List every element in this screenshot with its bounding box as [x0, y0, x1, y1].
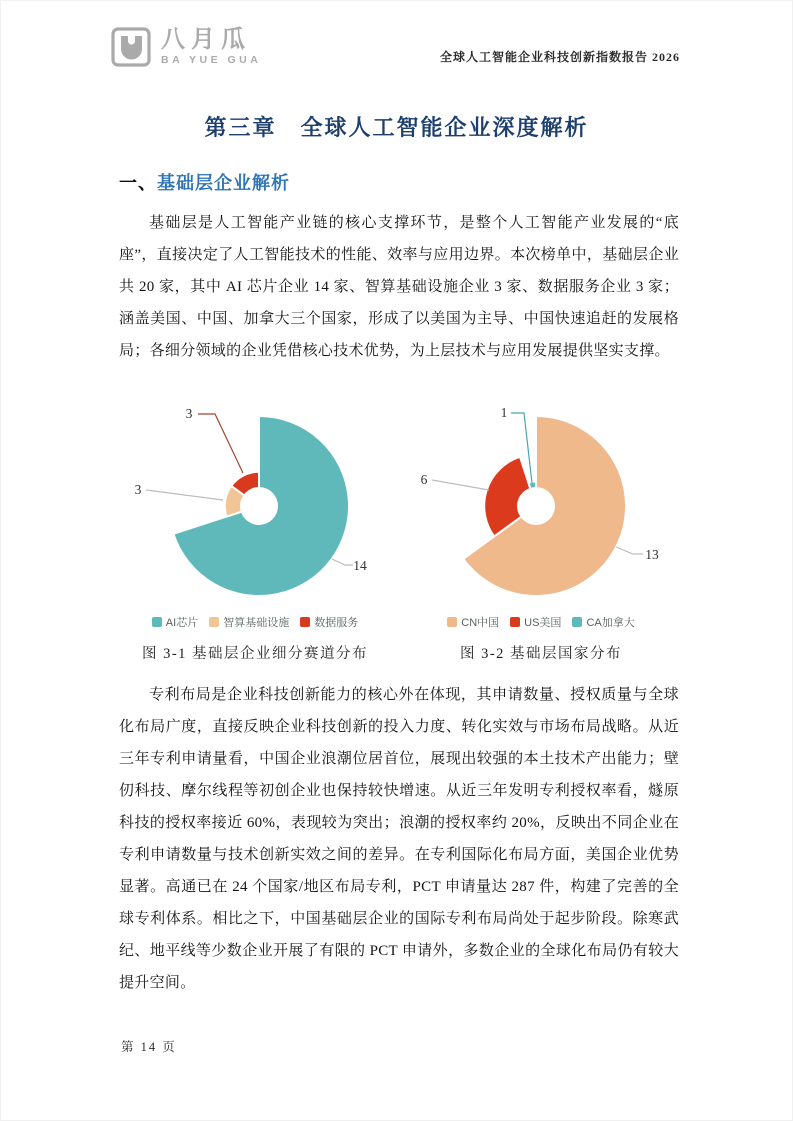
legend-swatch-icon: [572, 617, 582, 627]
legend-swatch-icon: [209, 617, 219, 627]
bayuegua-logo-icon: [111, 27, 151, 67]
callout-value-CN中国: 13: [645, 547, 659, 562]
figure-3-1: [119, 399, 391, 663]
legend-label: CA加拿大: [586, 617, 635, 629]
callout-value-CA加拿大: 1: [500, 405, 508, 420]
section-title: 基础层企业解析: [157, 173, 290, 193]
pie-center-hole: [240, 487, 278, 525]
legend-label: 数据服务: [314, 617, 359, 629]
section-heading: [119, 169, 290, 195]
legend-item-数据服务: [300, 614, 358, 630]
chart-legend-country: [405, 614, 677, 630]
legend-item-智算基础设施: [209, 614, 289, 630]
callout-line-数据服务: [198, 414, 243, 473]
figure-3-2: [405, 399, 677, 663]
legend-label: CN中国: [461, 617, 500, 629]
callout-line-AI芯片: [332, 559, 353, 565]
legend-swatch-icon: [510, 617, 520, 627]
page-number: 第 14 页: [121, 1040, 177, 1054]
figure-caption-3-2: 图 3-2 基础层国家分布: [459, 646, 623, 662]
legend-swatch-icon: [300, 617, 310, 627]
rose-pie-chart-country: [405, 399, 677, 604]
callout-value-数据服务: 3: [185, 406, 193, 421]
legend-swatch-icon: [152, 617, 162, 627]
header-report-title: 全球人工智能企业科技创新指数报告 2026: [439, 50, 680, 64]
section-number: 一、: [119, 173, 157, 193]
legend-swatch-icon: [447, 617, 457, 627]
legend-item-CA加拿大: [572, 614, 634, 630]
callout-value-US美国: 6: [420, 472, 428, 487]
callout-value-AI芯片: 14: [353, 558, 367, 573]
logo-name-en: BA YUE GUA: [161, 54, 262, 67]
body-paragraph-2: 专利布局是企业科技创新能力的核心外在体现，其申请数量、授权质量与全球化布局广度，直接反映企业科技创新的投入力度、转化实效与市场布局战略。从近三年专利申请量看，中国企业浪潮位居首位，展现出较强的本土技术产出能力；壁仞科技、摩尔线程等初创企业也保持较快增速。从近三年发明专利授权率看，燧原科技的授权率接近 60%，表现较为突出；浪潮的授权率约 20%，反映出不同企业在专利申请数量与技术创新实效之间的差异。在专利国际化布局方面，美国企业优势显著。高通已在 24 个国家/地区布局专利，PCT 申请量达 287 件，构建了完善的全球专利体系。相比之下，中国基础层企业的国际专利布局尚处于起步阶段。除寒武纪、地平线等少数企业开展了有限的 PCT 申请外，多数企业的全球化布局仍有较大提升空间。: [119, 687, 679, 991]
callout-value-智算基础设施: 3: [134, 482, 142, 497]
logo-name-cn: 八月瓜: [161, 26, 251, 54]
callout-line-US美国: [432, 480, 489, 490]
chart-legend-track: [119, 614, 391, 630]
body-paragraph-1: 基础层是人工智能产业链的核心支撑环节，是整个人工智能产业发展的“底座”，直接决定了人工智能技术的性能、效率与应用边界。本次榜单中，基础层企业共 20 家，其中 AI 芯片企业 14 家、智算基础设施企业 3 家、数据服务企业 3 家；涵盖美国、中国、加拿大三个国家，形成了以美国为主导、中国快速追赶的发展格局；各细分领域的企业凭借核心技术优势，为上层技术与应用发展提供坚实支撑。: [119, 215, 679, 359]
legend-item-US美国: [510, 614, 561, 630]
legend-item-AI芯片: [152, 614, 198, 630]
figures-row: [119, 399, 679, 663]
page-header: [111, 27, 680, 67]
chapter-title: 第三章 全球人工智能企业深度解析: [204, 115, 589, 140]
legend-label: AI芯片: [165, 617, 199, 629]
legend-item-CN中国: [447, 614, 499, 630]
logo: [111, 27, 261, 67]
legend-label: US美国: [524, 617, 562, 629]
logo-text: [161, 28, 261, 66]
legend-label: 智算基础设施: [223, 617, 290, 629]
rose-pie-chart-track: [119, 399, 391, 604]
pie-center-hole: [517, 487, 555, 525]
callout-line-CN中国: [616, 547, 643, 554]
callout-line-智算基础设施: [146, 490, 223, 500]
figure-caption-3-1: 图 3-1 基础层企业细分赛道分布: [141, 646, 369, 662]
